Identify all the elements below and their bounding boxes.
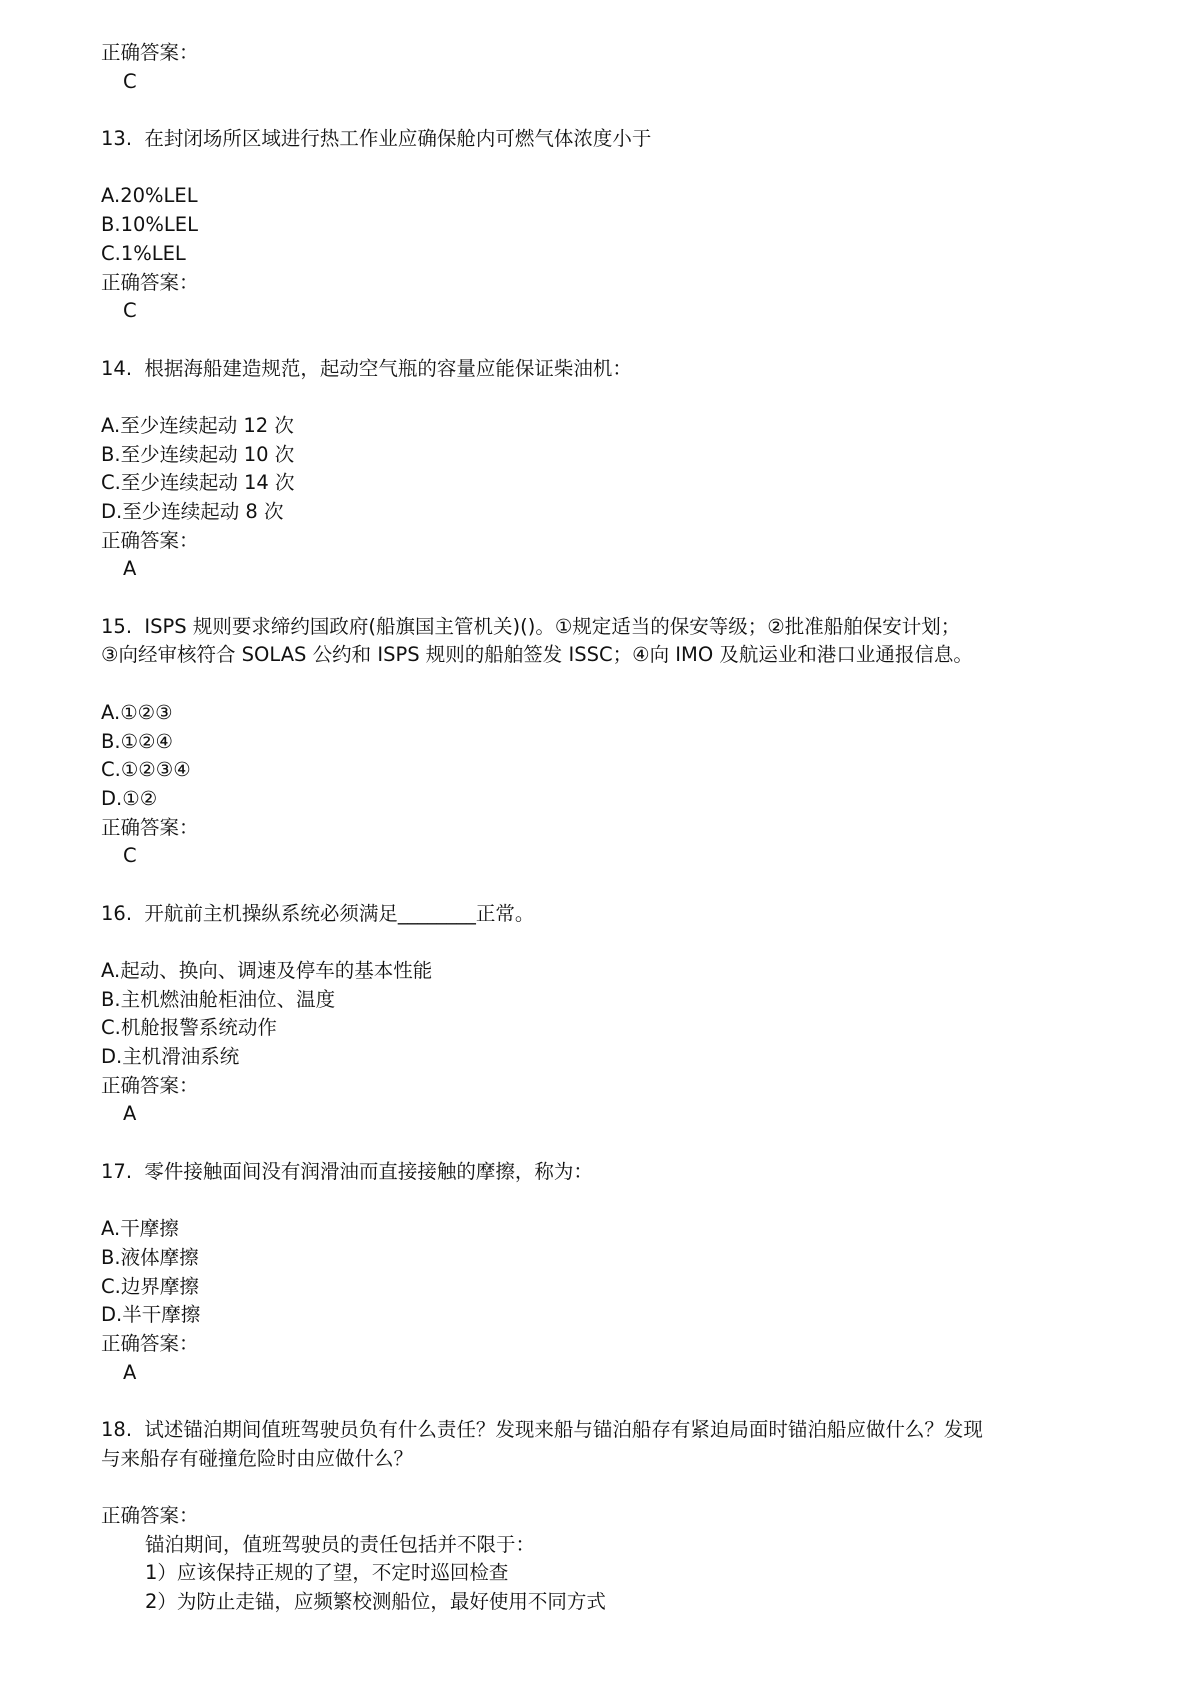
question-text: 16. 开航前主机操纵系统必须满足________正常。: [101, 901, 535, 925]
answer-value: C: [123, 69, 137, 93]
question-text-continued: 与来船存有碰撞危险时由应做什么？: [101, 1446, 414, 1470]
question-13: [101, 125, 1111, 355]
answer-label: 正确答案：: [101, 1073, 199, 1097]
answer-detail-line: 1）应该保持正规的了望，不定时巡回检查: [145, 1561, 509, 1585]
answer-detail-line: 锚泊期间，值班驾驶员的责任包括并不限于：: [145, 1532, 536, 1556]
option-c: C.①②③④: [101, 758, 191, 782]
exam-page: [101, 39, 1111, 1617]
option-d: D.半干摩擦: [101, 1303, 201, 1327]
question-16: [101, 900, 1111, 1158]
question-text: 15. ISPS 规则要求缔约国政府(船旗国主管机关)()。①规定适当的保安等级；②批准船舶保安计划；: [101, 614, 961, 638]
option-d: D.①②: [101, 786, 158, 810]
answer-value: A: [123, 557, 137, 581]
question-text: 17. 零件接触面间没有润滑油而直接接触的摩擦，称为：: [101, 1159, 593, 1183]
option-c: C.1%LEL: [101, 241, 186, 265]
option-a: A.起动、换向、调速及停车的基本性能: [101, 959, 433, 982]
option-d: D.至少连续起动 8 次: [101, 500, 284, 523]
option-b: B.10%LEL: [101, 213, 198, 237]
question-18: [101, 1416, 1111, 1617]
option-a: A.①②③: [101, 700, 173, 724]
question-text-continued: ③向经审核符合 SOLAS 公约和 ISPS 规则的船舶签发 ISSC；④向 IMO 及航运业和港口业通报信息。: [101, 643, 973, 667]
question-text: 18. 试述锚泊期间值班驾驶员负有什么责任？发现来船与锚泊船存有紧迫局面时锚泊船应做什么？发现: [101, 1418, 983, 1441]
option-a: A.干摩擦: [101, 1217, 179, 1241]
answer-label: 正确答案：: [101, 528, 199, 552]
answer-label: 正确答案：: [101, 815, 199, 839]
answer-label: 正确答案：: [101, 41, 199, 64]
option-b: B.至少连续起动 10 次: [101, 442, 295, 466]
question-text: 13. 在封闭场所区域进行热工作业应确保舱内可燃气体浓度小于: [101, 127, 652, 151]
answer-value: C: [123, 844, 137, 868]
option-c: C.边界摩擦: [101, 1274, 199, 1298]
answer-label: 正确答案：: [101, 270, 199, 294]
option-d: D.主机滑油系统: [101, 1045, 240, 1069]
option-b: B.①②④: [101, 729, 174, 753]
option-a: A.至少连续起动 12 次: [101, 413, 294, 437]
question-text: 14. 根据海船建造规范，起动空气瓶的容量应能保证柴油机：: [101, 356, 632, 380]
answer-detail-line: 2）为防止走锚，应频繁校测船位，最好使用不同方式: [145, 1590, 606, 1614]
answer-value: A: [123, 1360, 137, 1384]
option-a: A.20%LEL: [101, 184, 198, 208]
option-c: C.机舱报警系统动作: [101, 1016, 277, 1040]
question-17: [101, 1158, 1111, 1416]
option-b: B.主机燃油舱柜油位、温度: [101, 987, 336, 1011]
answer-label: 正确答案：: [101, 1504, 199, 1528]
question-14: [101, 355, 1111, 613]
answer-label: 正确答案：: [101, 1331, 199, 1355]
answer-value: C: [123, 299, 137, 323]
option-b: B.液体摩擦: [101, 1245, 199, 1269]
option-c: C.至少连续起动 14 次: [101, 471, 295, 495]
question-15: [101, 613, 1111, 900]
answer-value: A: [123, 1102, 137, 1126]
